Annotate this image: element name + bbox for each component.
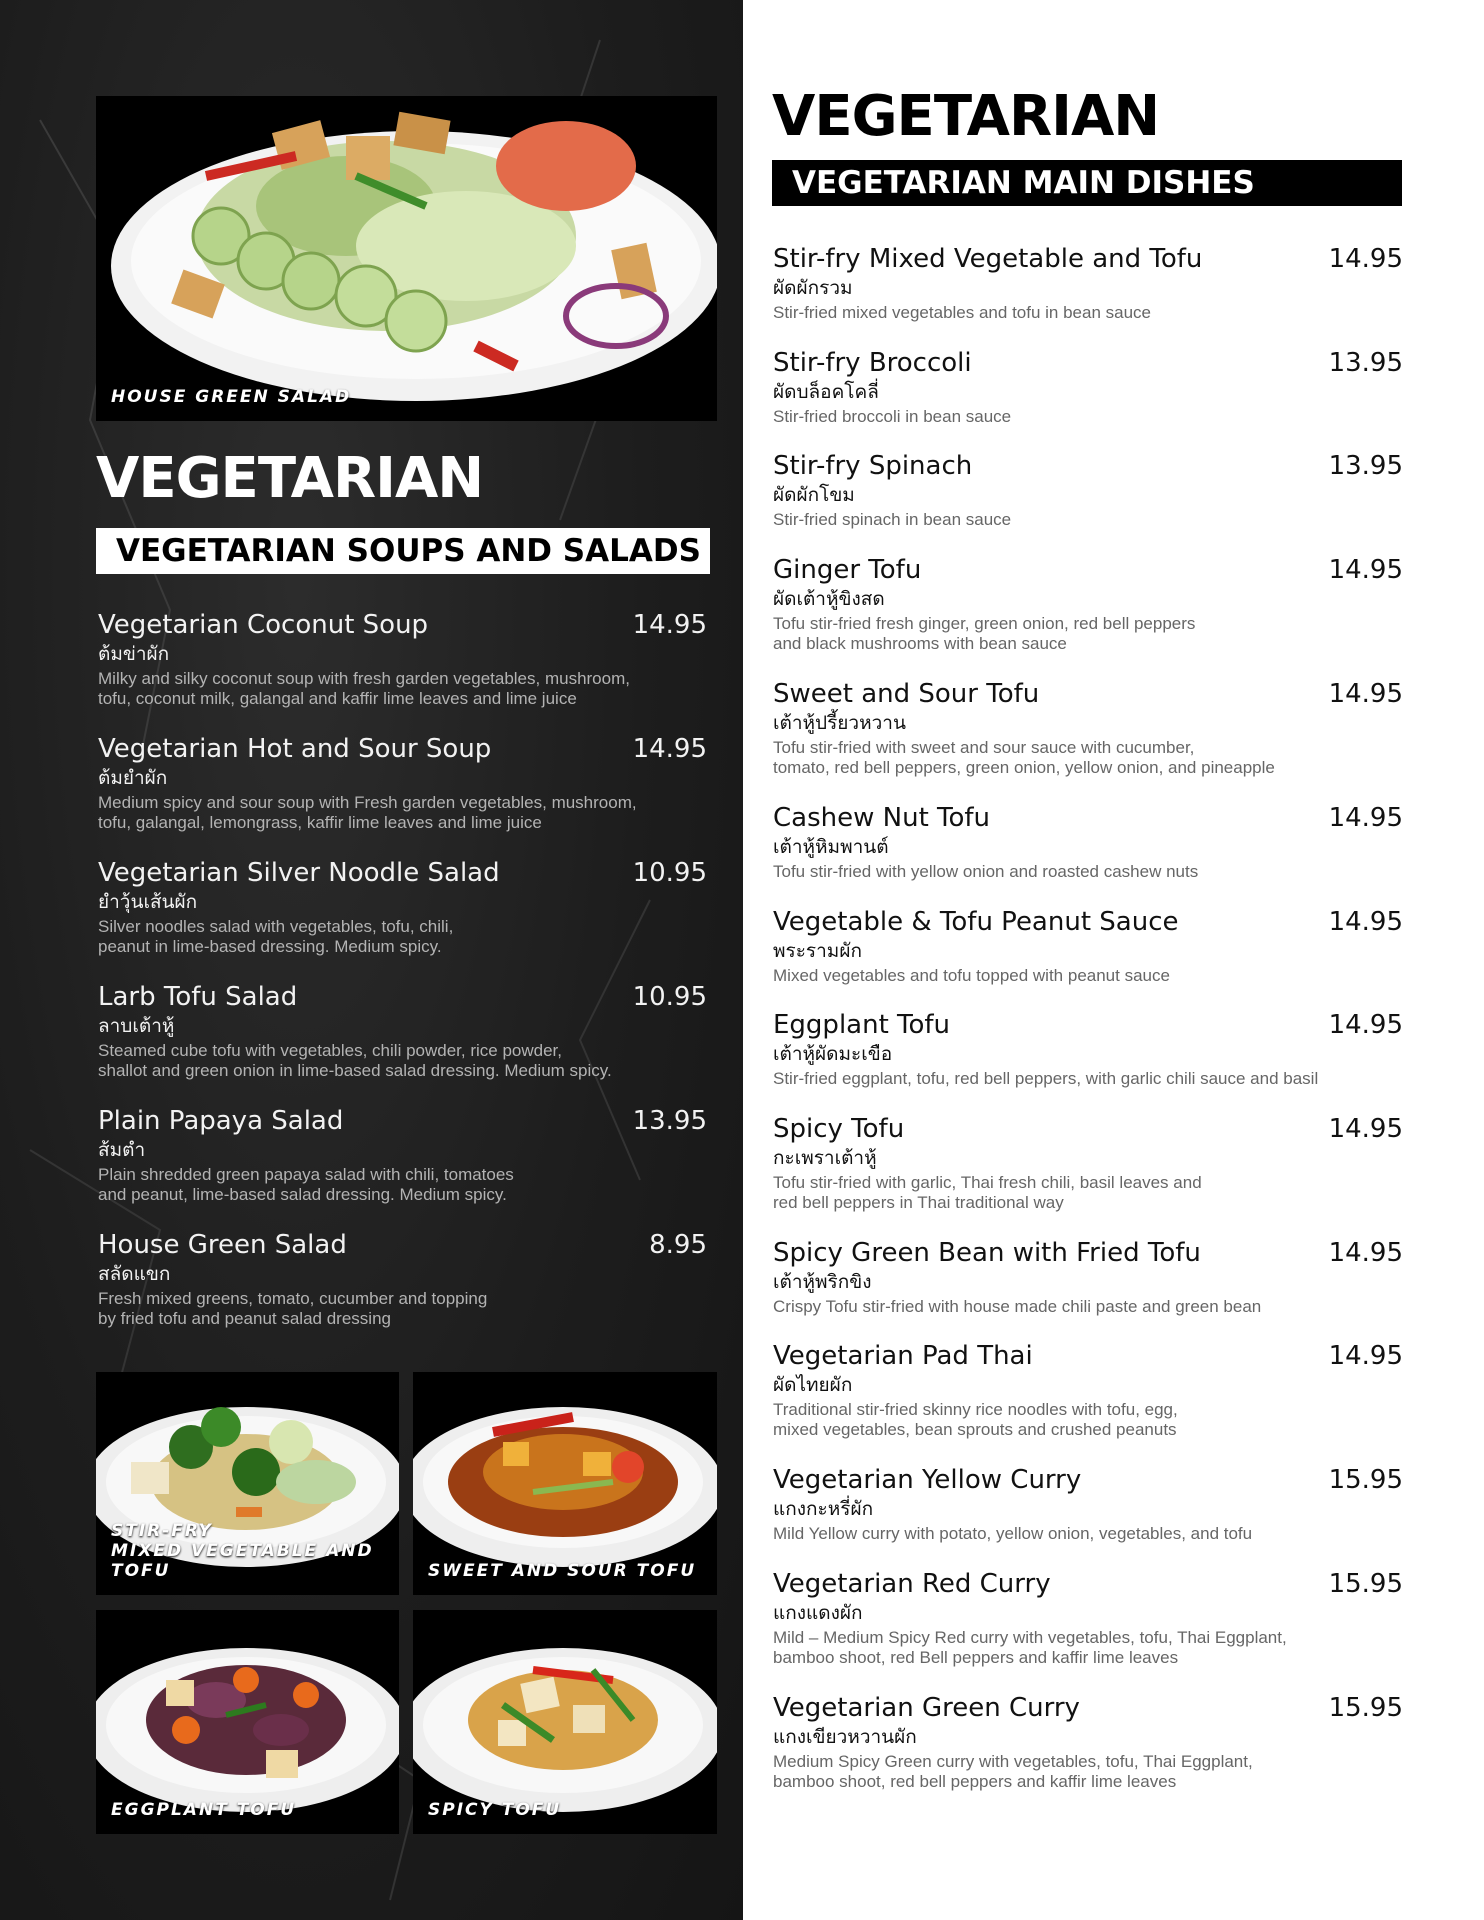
- item-description: Silver noodles salad with vegetables, tofu, chili, peanut in lime-based dressing. Medium spicy.: [98, 917, 454, 956]
- item-thai-name: กะเพราเต้าหู้: [773, 1147, 877, 1169]
- item-price: 14.95: [1328, 1114, 1403, 1144]
- item-price: 8.95: [649, 1230, 707, 1260]
- menu-item: [773, 449, 1403, 530]
- section-band: VEGETARIAN SOUPS AND SALADS: [96, 528, 710, 574]
- item-thai-name: ผัดผักรวม: [773, 277, 853, 299]
- item-thai-name: ต้มข่าผัก: [98, 643, 170, 665]
- item-price: 10.95: [632, 858, 707, 888]
- menu-item: [773, 1567, 1403, 1668]
- menu-item: [773, 553, 1403, 654]
- item-price: 14.95: [1328, 679, 1403, 709]
- item-thai-name: ยำวุ้นเส้นผัก: [98, 891, 198, 913]
- item-description: Milky and silky coconut soup with fresh garden vegetables, mushroom, tofu, coconut milk, galangal and kaffir lime leaves and lime juice: [98, 669, 630, 708]
- item-description: Stir-fried mixed vegetables and tofu in bean sauce: [773, 303, 1152, 322]
- menu-item: [773, 1008, 1403, 1089]
- item-name: Sweet and Sour Tofu: [773, 679, 1040, 709]
- item-thai-name: แกงเขียวหวานผัก: [773, 1726, 917, 1748]
- item-description: Medium Spicy Green curry with vegetables, tofu, Thai Eggplant, bamboo shoot, red bell peppers and kaffir lime leaves: [773, 1752, 1253, 1791]
- item-price: 10.95: [632, 982, 707, 1012]
- eggplant-tofu-photo: [96, 1610, 399, 1834]
- item-price: 14.95: [632, 610, 707, 640]
- item-price: 15.95: [1328, 1693, 1403, 1723]
- item-name: Vegetarian Hot and Sour Soup: [98, 734, 492, 764]
- item-name: Stir-fry Broccoli: [773, 348, 972, 378]
- item-name: House Green Salad: [98, 1230, 347, 1260]
- item-thai-name: เต้าหู้ปรี้ยวหวาน: [773, 712, 906, 734]
- item-name: Stir-fry Mixed Vegetable and Tofu: [773, 244, 1203, 274]
- item-name: Eggplant Tofu: [773, 1010, 951, 1040]
- item-thai-name: ลาบเต้าหู้: [98, 1015, 175, 1037]
- item-name: Vegetarian Silver Noodle Salad: [98, 858, 500, 888]
- item-price: 14.95: [632, 734, 707, 764]
- item-price: 14.95: [1328, 555, 1403, 585]
- item-price: 15.95: [1328, 1465, 1403, 1495]
- item-description: Mild – Medium Spicy Red curry with vegetables, tofu, Thai Eggplant, bamboo shoot, red Bell peppers and kaffir lime leaves: [773, 1628, 1287, 1667]
- menu-item: [773, 677, 1403, 778]
- item-description: Crispy Tofu stir-fried with house made chili paste and green bean: [773, 1297, 1262, 1316]
- item-description: Traditional stir-fried skinny rice noodles with tofu, egg, mixed vegetables, bean sprouts and crushed peanuts: [773, 1400, 1178, 1439]
- item-price: 14.95: [1328, 907, 1403, 937]
- item-description: Tofu stir-fried fresh ginger, green onion, red bell peppers and black mushrooms with bean sauce: [773, 614, 1196, 653]
- item-description: Tofu stir-fried with yellow onion and roasted cashew nuts: [773, 862, 1199, 881]
- item-description: Stir-fried eggplant, tofu, red bell peppers, with garlic chili sauce and basil: [773, 1069, 1319, 1088]
- stir-fry-caption: STIR-FRY MIXED VEGETABLE AND TOFU: [111, 1521, 374, 1581]
- item-name: Vegetarian Yellow Curry: [773, 1465, 1082, 1495]
- eggplant-tofu-caption: EGGPLANT TOFU: [111, 1800, 297, 1820]
- item-thai-name: ผัดไทยผัก: [773, 1374, 853, 1396]
- house-green-salad-caption: HOUSE GREEN SALAD: [111, 387, 352, 407]
- menu-item: [773, 1236, 1403, 1317]
- item-description: Tofu stir-fried with sweet and sour sauce with cucumber, tomato, red bell peppers, green onion, yellow onion, and pineapple: [773, 738, 1275, 777]
- item-name: Vegetarian Coconut Soup: [98, 610, 429, 640]
- menu-item: [98, 732, 707, 833]
- menu-item: [98, 1104, 707, 1205]
- spicy-tofu-photo: [413, 1610, 717, 1834]
- sweet-and-sour-caption: SWEET AND SOUR TOFU: [428, 1561, 697, 1581]
- house-green-salad-photo: [96, 96, 717, 421]
- item-thai-name: เต้าหู้ผัดมะเขือ: [773, 1043, 893, 1065]
- item-price: 15.95: [1328, 1569, 1403, 1599]
- item-thai-name: ผัดเต้าหู้ขิงสด: [773, 588, 885, 610]
- item-description: Medium spicy and sour soup with Fresh garden vegetables, mushroom, tofu, galangal, lemongrass, kaffir lime leaves and lime juice: [98, 793, 637, 832]
- item-thai-name: ผัดผักโขม: [773, 484, 855, 506]
- item-name: Stir-fry Spinach: [773, 451, 973, 481]
- right-panel: [743, 0, 1484, 1920]
- menu-item: [98, 608, 707, 709]
- section-title: VEGETARIAN: [96, 446, 484, 511]
- item-name: Cashew Nut Tofu: [773, 803, 991, 833]
- menu-item: [773, 801, 1403, 882]
- item-thai-name: ส้มตำ: [98, 1139, 146, 1161]
- item-thai-name: แกงกะหรี่ผัก: [773, 1498, 874, 1520]
- section-title: VEGETARIAN: [772, 84, 1160, 149]
- item-thai-name: แกงแดงผัก: [773, 1602, 863, 1624]
- menu-item: [98, 1228, 707, 1329]
- item-thai-name: เต้าหู้พริกขิง: [773, 1271, 872, 1293]
- spicy-tofu-caption: SPICY TOFU: [428, 1800, 562, 1820]
- item-price: 13.95: [1328, 348, 1403, 378]
- menu-item: [773, 242, 1403, 323]
- item-thai-name: ต้มยำผัก: [98, 767, 168, 789]
- item-description: Stir-fried spinach in bean sauce: [773, 510, 1012, 529]
- item-price: 14.95: [1328, 1341, 1403, 1371]
- menu-item: [773, 1112, 1403, 1213]
- item-thai-name: สลัดแขก: [98, 1263, 171, 1285]
- item-name: Vegetable & Tofu Peanut Sauce: [773, 907, 1179, 937]
- stir-fry-photo: [96, 1372, 399, 1595]
- item-thai-name: ผัดบล็อคโคลี่: [773, 381, 879, 403]
- item-name: Spicy Green Bean with Fried Tofu: [773, 1238, 1201, 1268]
- menu-item: [773, 1339, 1403, 1440]
- item-name: Larb Tofu Salad: [98, 982, 298, 1012]
- item-name: Spicy Tofu: [773, 1114, 905, 1144]
- item-description: Plain shredded green papaya salad with chili, tomatoes and peanut, lime-based salad dressing. Medium spicy.: [98, 1165, 514, 1204]
- item-name: Plain Papaya Salad: [98, 1106, 344, 1136]
- item-description: Tofu stir-fried with garlic, Thai fresh chili, basil leaves and red bell peppers in Thai traditional way: [773, 1173, 1202, 1212]
- item-price: 14.95: [1328, 1010, 1403, 1040]
- item-price: 13.95: [632, 1106, 707, 1136]
- menu-item: [773, 346, 1403, 427]
- item-description: Fresh mixed greens, tomato, cucumber and topping by fried tofu and peanut salad dressing: [98, 1289, 488, 1328]
- item-description: Stir-fried broccoli in bean sauce: [773, 407, 1012, 426]
- item-name: Ginger Tofu: [773, 555, 922, 585]
- item-description: Mixed vegetables and tofu topped with peanut sauce: [773, 966, 1170, 985]
- item-description: Steamed cube tofu with vegetables, chili powder, rice powder, shallot and green onion in lime-based salad dressing. Medium spicy.: [98, 1041, 612, 1080]
- item-price: 14.95: [1328, 803, 1403, 833]
- item-price: 14.95: [1328, 1238, 1403, 1268]
- menu-item: [773, 1463, 1403, 1544]
- menu-item: [773, 905, 1403, 986]
- item-name: Vegetarian Pad Thai: [773, 1341, 1033, 1371]
- item-thai-name: พระรามผัก: [773, 940, 862, 962]
- item-thai-name: เต้าหู้หิมพานต์: [773, 836, 889, 858]
- item-name: Vegetarian Red Curry: [773, 1569, 1051, 1599]
- menu-item: [773, 1691, 1403, 1792]
- item-price: 14.95: [1328, 244, 1403, 274]
- section-band: VEGETARIAN MAIN DISHES: [772, 160, 1402, 206]
- item-description: Mild Yellow curry with potato, yellow onion, vegetables, and tofu: [773, 1524, 1253, 1543]
- item-name: Vegetarian Green Curry: [773, 1693, 1080, 1723]
- menu-item: [98, 856, 707, 957]
- menu-item: [98, 980, 707, 1081]
- item-price: 13.95: [1328, 451, 1403, 481]
- sweet-and-sour-photo: [413, 1372, 717, 1595]
